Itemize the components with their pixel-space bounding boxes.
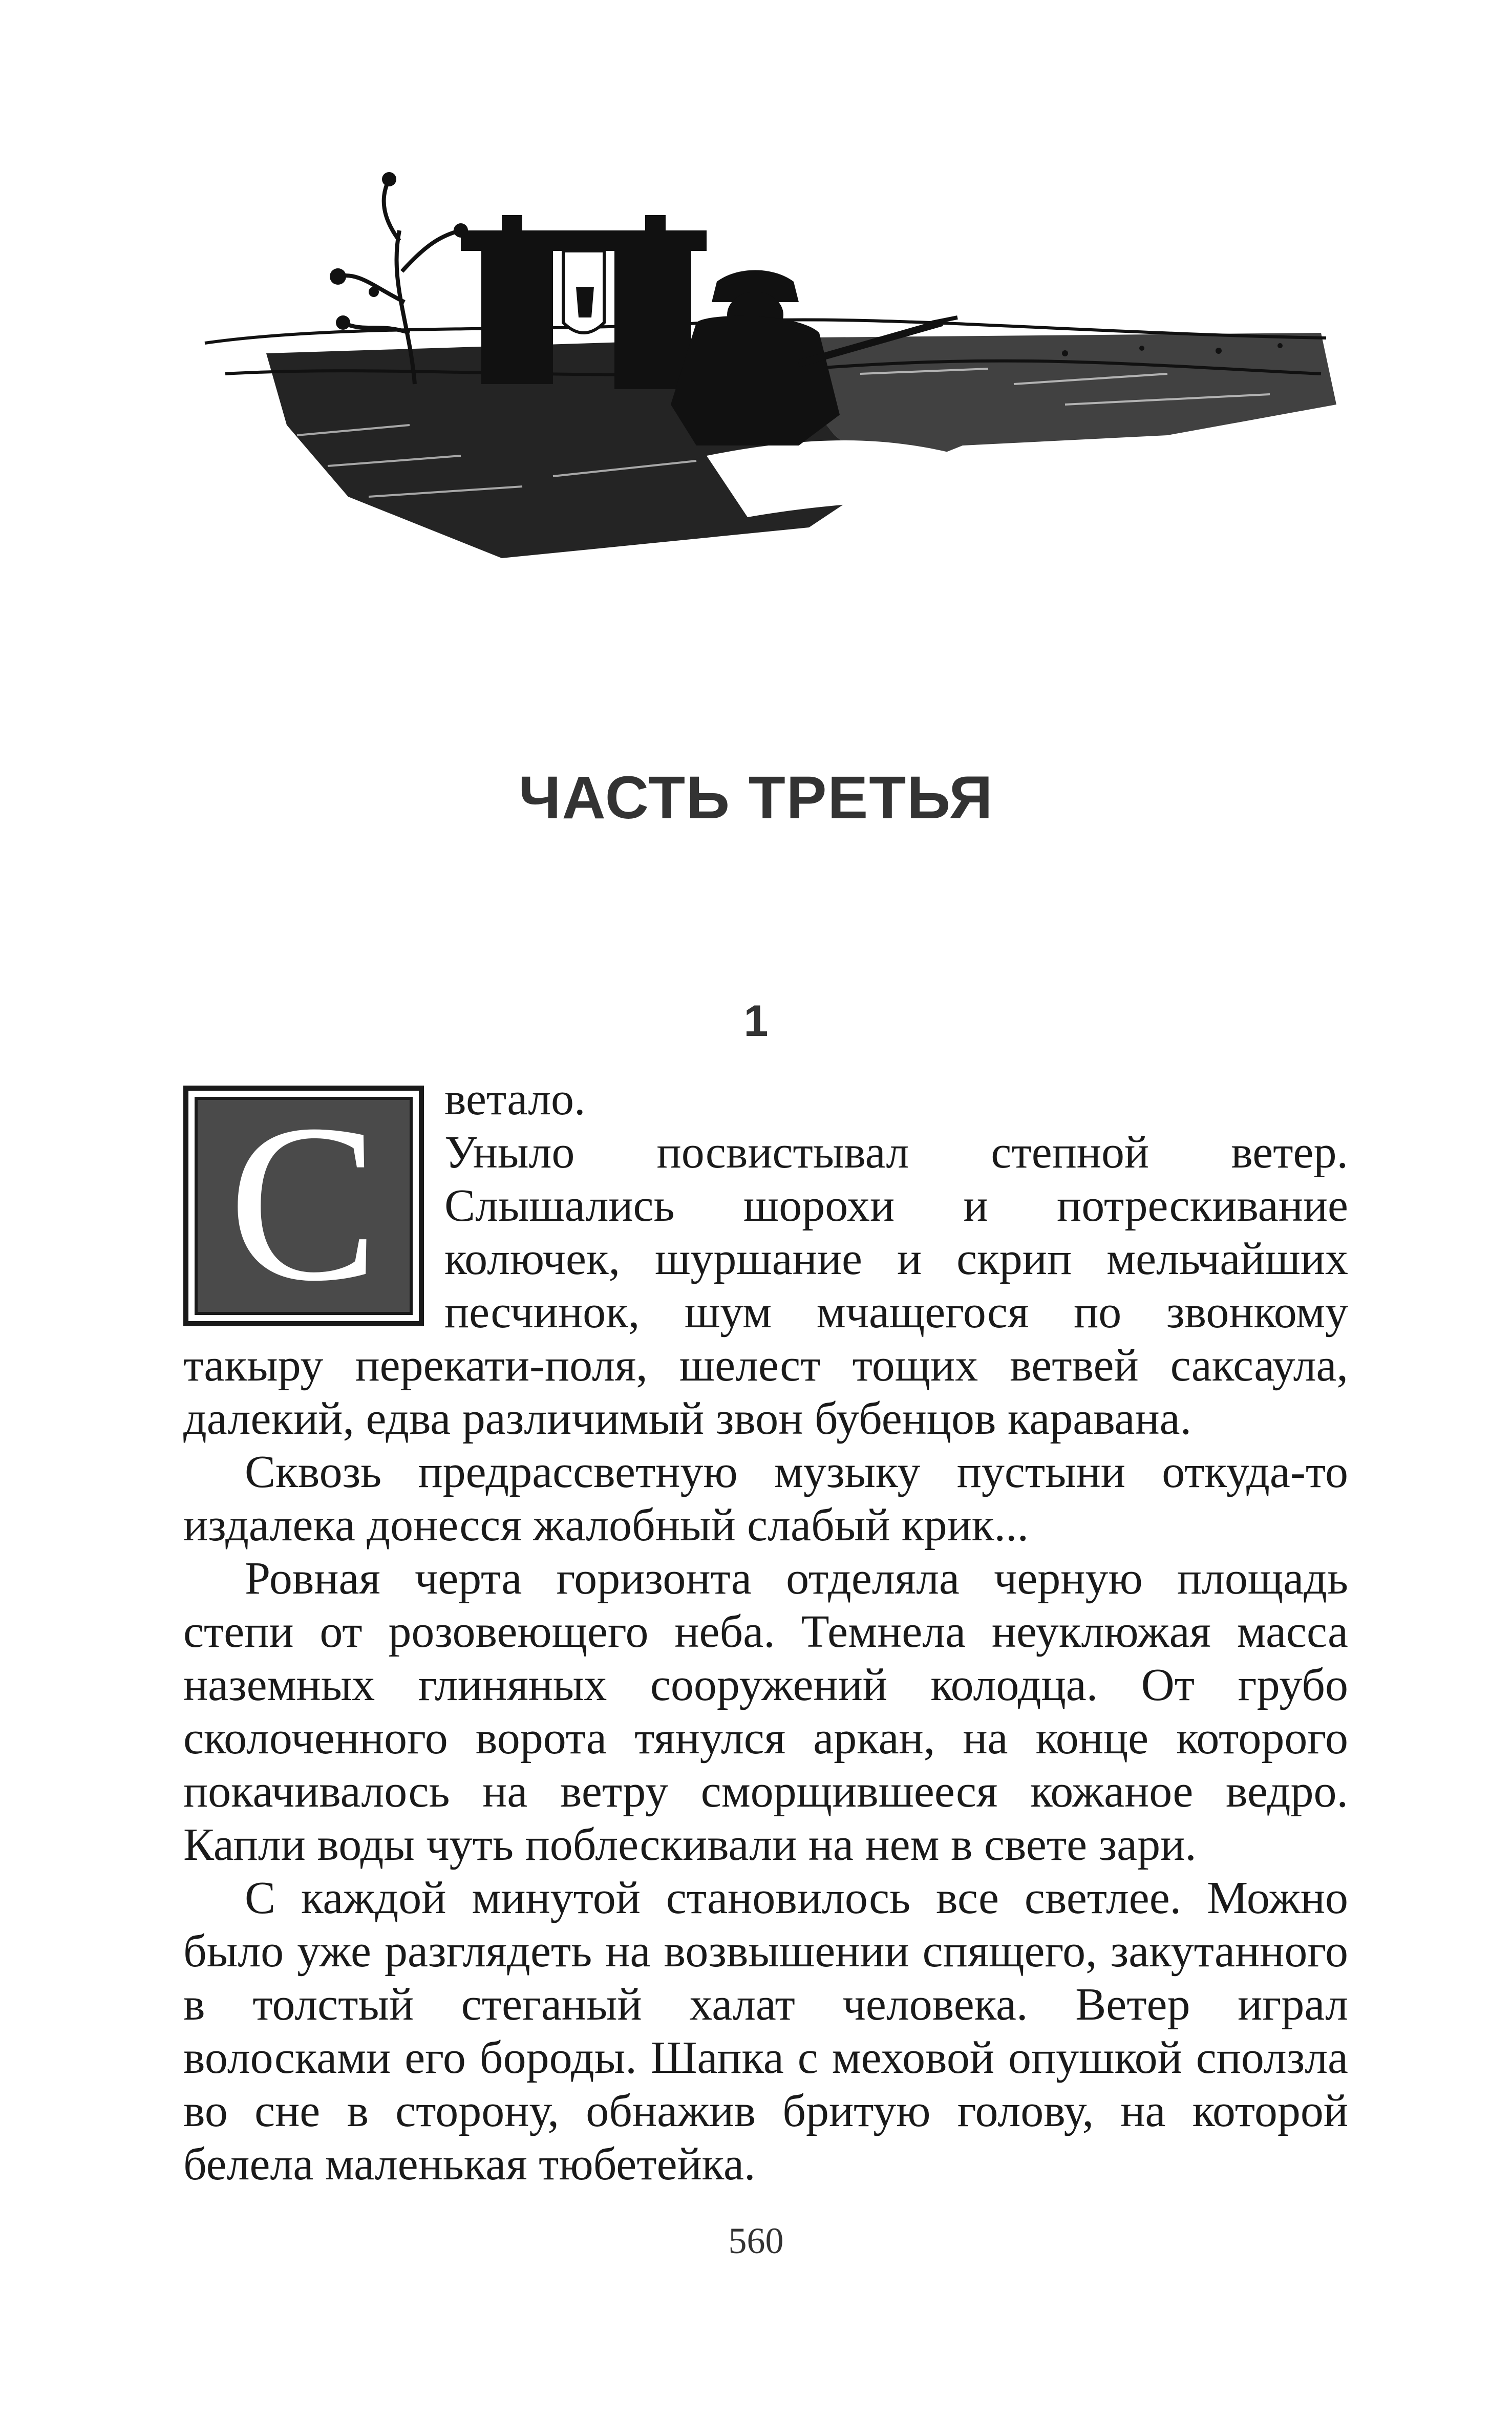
chapter-number: 1 [743, 996, 769, 1046]
paragraph: Ровная черта горизонта отделяла черную площадь степи от розовеющего неба. Темнела неуклюжая масса наземных глиняных сооружений колодца. От грубо сколоченного ворота тянулся аркан, на конце которого покачивалось на ветру сморщившееся кожаное ведро. Капли воды чуть поблескивали на нем в свете зари. [183, 1553, 1348, 1870]
dropcap [183, 1078, 424, 1328]
paragraph: ветало. [444, 1074, 586, 1124]
desert-well-illustration [195, 169, 1341, 589]
dropcap-letter: С [228, 1078, 379, 1328]
part-title: ЧАСТЬ ТРЕТЬЯ [518, 764, 994, 832]
paragraph: Уныло посвистывал степной ветер. Слышались шорохи и потрескивание колючек, шуршание и скрип мельчайших песчинок, шум мчащегося по звонкому такыру перекати-поля, шелест тощих ветвей саксаула, далекий, едва различимый звон бубенцов каравана. [183, 1127, 1348, 1444]
page-number: 560 [728, 2220, 784, 2261]
dropcap-box [195, 1078, 413, 1328]
chapter-text [183, 1073, 1348, 2191]
paragraph: С каждой минутой становилось все светлее. Можно было уже разглядеть на возвышении спящего, закутанного в толстый стеганый халат человека. Ветер играл волосками его бороды. Шапка с меховой опушкой сползла во сне в сторону, обнажив бритую голову, на которой белела маленькая тюбетейка. [183, 1873, 1348, 2190]
paragraph: Сквозь предрассветную музыку пустыни откуда-то издалека донесся жалобный слабый крик... [183, 1447, 1348, 1551]
